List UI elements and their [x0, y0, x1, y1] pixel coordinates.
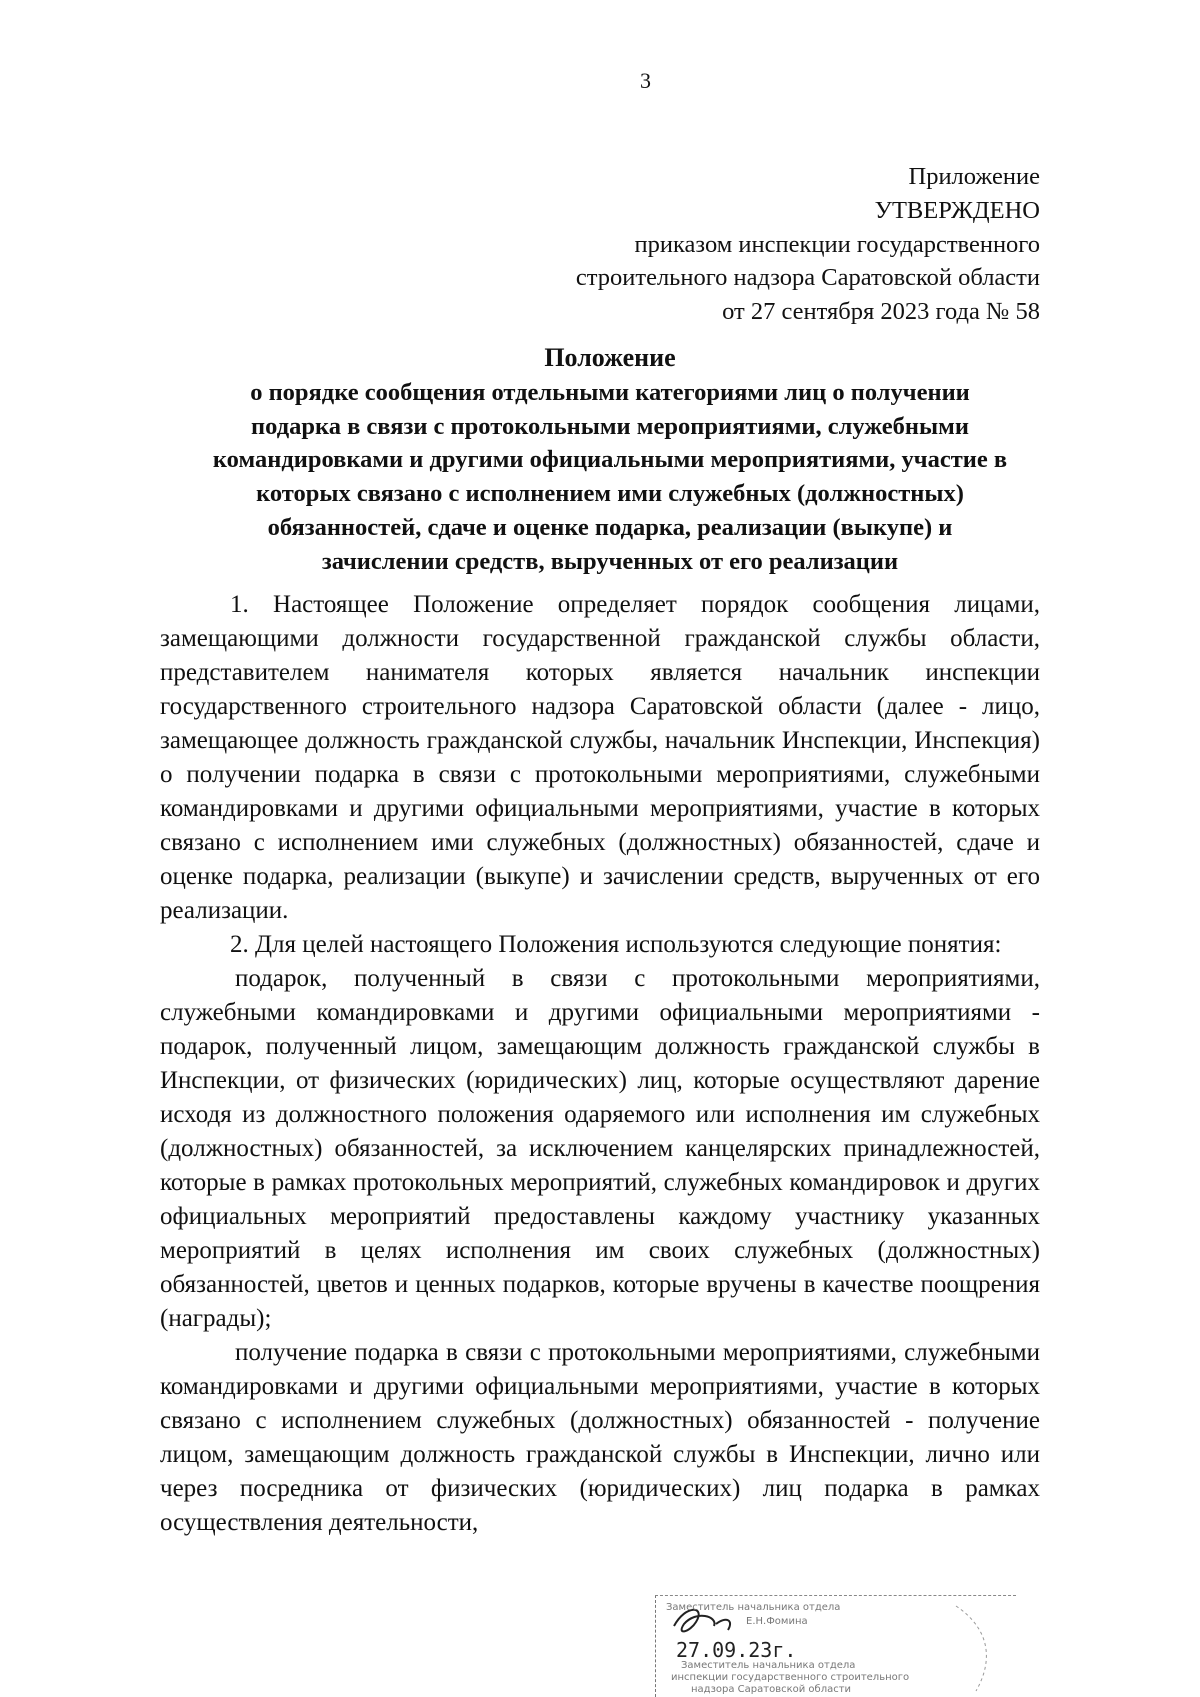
stamp-position-line-2: Заместитель начальника отдела: [681, 1660, 856, 1671]
paragraph-1: 1. Настоящее Положение определяет порядок сообщения лицами, замещающими должности государственной гражданской службы области, представителем нанимателя которых является начальник инспекции государственного строительного надзора Саратовской области (далее - лицо, замещающее должность гражданской службы, начальник Инспекции, Инспекция) о получении подарка в связи с протокольными мероприятиями, служебными командировками и другими официальными мероприятиями, участие в которых связано с исполнением ими служебных (должностных) обязанностей, сдаче и оценке подарка, реализации (выкупе) и зачислении средств, вырученных от его реализации.: [160, 591, 1040, 924]
title-line: которых связано с исполнением ими служебных (должностных): [256, 480, 964, 508]
stamp-position-line: Заместитель начальника отдела: [666, 1602, 841, 1613]
title-line: подарка в связи с протокольными мероприятиями, служебными: [251, 412, 969, 440]
title-line: обязанностей, сдаче и оценке подарка, реализации (выкупе) и: [267, 514, 953, 542]
approval-date-number-line: от 27 сентября 2023 года № 58: [722, 298, 1040, 326]
paragraph-2: 2. Для целей настоящего Положения используются следующие понятия:: [230, 931, 1002, 958]
approval-authority-line: строительного надзора Саратовской области: [575, 264, 1040, 292]
document-title: [170, 340, 1050, 579]
stamp-authority-line: инспекции государственного строительного: [671, 1672, 910, 1683]
title-line: зачислении средств, вырученных от его реализации: [321, 547, 899, 575]
approval-approved-label: УТВЕРЖДЕНО: [874, 196, 1040, 224]
stamp-date: 27.09.23г.: [676, 1638, 797, 1662]
definition-gift: подарок, полученный в связи с протокольными мероприятиями, служебными командировками и другими официальными мероприятиями - подарок, полученный лицом, замещающим должность гражданской службы в Инспекции, от физических (юридических) лиц, которые осуществляют дарение исходя из должностного положения одаряемого или исполнения им служебных (должностных) обязанностей, за исключением канцелярских принадлежностей, которые в рамках протокольных мероприятий, служебных командировок и других официальных мероприятий предоставлены каждому участнику указанных мероприятий в целях исполнения им своих служебных (должностных) обязанностей, цветов и ценных подарков, которые вручены в качестве поощрения (награды);: [160, 965, 1040, 1332]
approval-order-line: приказом инспекции государственного: [634, 230, 1040, 258]
approval-block: [576, 160, 1040, 329]
page-number: 3: [640, 68, 651, 93]
title-line: о порядке сообщения отдельными категориями лиц о получении: [250, 378, 970, 406]
title-line: командировками и другими официальными мероприятиями, участие в: [212, 446, 1008, 474]
document-body: [160, 588, 1040, 1540]
title-heading: Положение: [544, 343, 676, 372]
stamp-name-line: Е.Н.Фомина: [746, 1616, 808, 1627]
stamp-region-line: надзора Саратовской области: [691, 1684, 852, 1695]
approval-stamp: [655, 1595, 1016, 1697]
approval-appendix-label: Приложение: [908, 163, 1040, 190]
definition-receiving-gift: получение подарка в связи с протокольными мероприятиями, служебными командировками и другими официальными мероприятиями, участие в которых связано с исполнением служебных (должностных) обязанностей - получение лицом, замещающим должность гражданской службы в Инспекции, лично или через посредника от физических (юридических) лиц подарка в рамках осуществления деятельности,: [160, 1339, 1040, 1536]
